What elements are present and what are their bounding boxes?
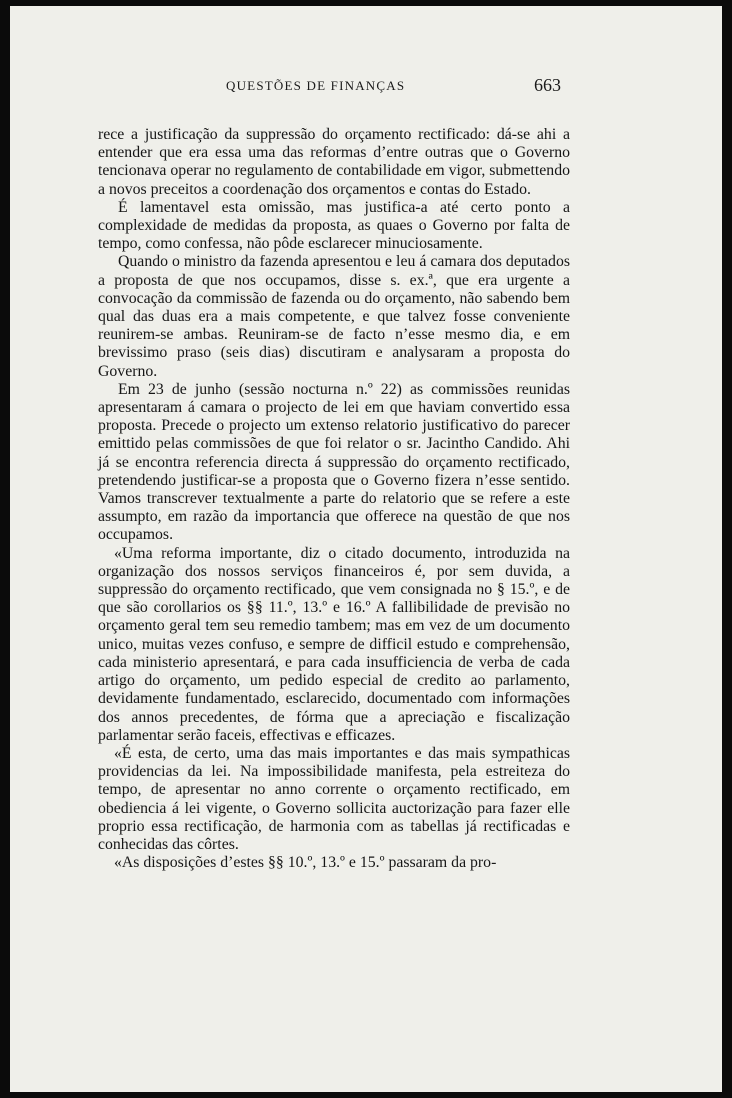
body-text	[98, 126, 570, 872]
book-page	[10, 6, 722, 1092]
paragraph: Quando o ministro da fazenda apresentou e leu á camara dos deputados a proposta de que nos occupamos, disse s. ex.ª, que era urgente a convocação da commissão de fazenda ou do orçamento, não sabendo bem qual das duas era a mais competente, e que talvez fosse conveniente reunirem-se ambas. Reuniram-se de facto n’esse mesmo dia, e em brevissimo praso (seis dias) discutiram e analysaram a proposta do Governo.	[98, 253, 570, 380]
paragraph: Em 23 de junho (sessão nocturna n.º 22) as commissões reunidas apresentaram á camara o projecto de lei em que haviam convertido essa proposta. Precede o projecto um extenso relatorio justificativo do parecer emittido pelas commissões de que foi relator o sr. Jacintho Candido. Ahi já se encontra referencia directa á suppressão do orçamento rectificado, pretendendo justificar-se a proposta que o Governo fizera n’esse sentido. Vamos transcrever textualmente a parte do relatorio que se refere a este assumpto, em razão da importancia que offerece na questão de que nos occupamos.	[98, 380, 570, 544]
running-title: QUESTÕES DE FINANÇAS	[226, 78, 406, 93]
quoted-paragraph: «É esta, de certo, uma das mais importantes e das mais sympathicas providencias da lei. Na impossibilidade manifesta, pela estreiteza do tempo, de apresentar no anno corrente o orçamento rectificado, em obediencia á lei vigente, o Governo sollicita auctorização para fazer elle proprio essa rectificação, de harmonia com as tabellas já rectificadas e conhecidas das côrtes.	[98, 744, 570, 853]
quoted-paragraph: «As disposições d’estes §§ 10.º, 13.º e 15.º passaram da pro-	[114, 854, 497, 872]
paragraph: rece a justificação da suppressão do orçamento rectificado: dá-se ahi a entender que era essa uma das reformas d’entre outras que o Governo tencionava operar no regulamento de contabilidade em vigor, submettendo a novos preceitos a coordenação dos orçamentos e contas do Estado.	[98, 126, 570, 198]
page-header	[10, 75, 722, 102]
paragraph: É lamentavel esta omissão, mas justifica-a até certo ponto a complexidade de medidas da proposta, as quaes o Governo por falta de tempo, como confessa, não pôde esclarecer minuciosamente.	[98, 198, 570, 253]
quoted-paragraph: «Uma reforma importante, diz o citado documento, introduzida na organização dos nossos serviços financeiros é, por sem duvida, a suppressão do orçamento rectificado, que vem consignada no § 15.º, e de que são corollarios os §§ 11.º, 13.º e 16.º A fallibilidade de previsão no orçamento geral tem seu remedio tambem; mas em vez de um documento unico, muitas vezes confuso, e sempre de difficil estudo e comprehensão, cada ministerio apresentará, e para cada insufficiencia de verba de cada artigo do orçamento, um pedido especial de credito ao parlamento, devidamente fundamentado, esclarecido, documentado com informações dos annos precedentes, de fórma que a apreciação e fiscalização parlamentar serão faceis, effectivas e efficazes.	[98, 544, 570, 744]
page-number: 663	[534, 75, 561, 95]
